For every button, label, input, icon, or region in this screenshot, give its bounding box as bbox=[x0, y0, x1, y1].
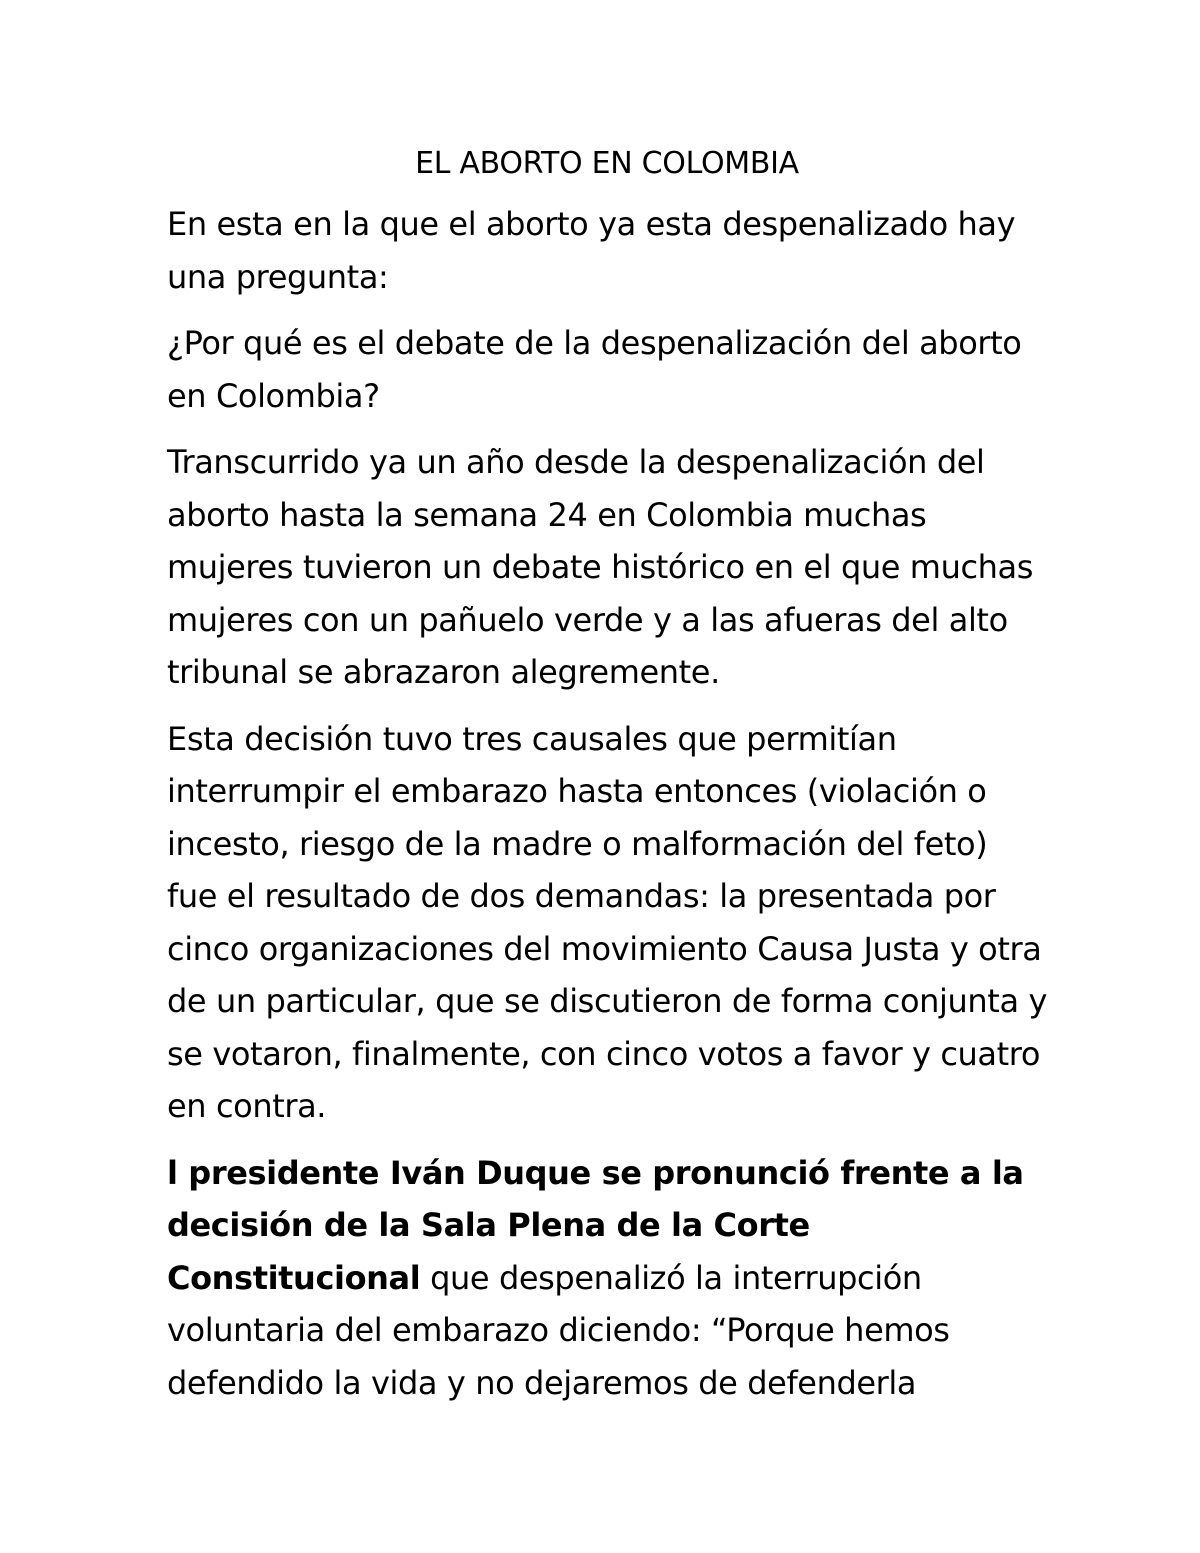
paragraph-1: En esta en la que el aborto ya esta despenalizado hay una pregunta: bbox=[167, 205, 1016, 296]
paragraph-4: Esta decisión tuvo tres causales que permitían interrumpir el embarazo hasta entonces (violación o incesto, riesgo de la madre o malformación del feto) fue el resultado de dos demandas: la presentada por cinco organizaciones del movimiento Causa Justa y otra de un particular, que se discutieron de forma conjunta y se votaron, finalmente, con cinco votos a favor y cuatro en contra. bbox=[167, 719, 1047, 1125]
document-title: EL ABORTO EN COLOMBIA bbox=[415, 146, 799, 181]
paragraph-2-question: ¿Por qué es el debate de la despenalización del aborto en Colombia? bbox=[167, 324, 1022, 415]
paragraph-5-text: que despenalizó la interrupción voluntaria del embarazo diciendo: “Porque hemos defendido la vida y no dejaremos de defenderla bbox=[167, 1258, 950, 1402]
document-body bbox=[167, 140, 1047, 1409]
paragraph-3: Transcurrido ya un año desde la despenalización del aborto hasta la semana 24 en Colombia muchas mujeres tuvieron un debate histórico en el que muchas mujeres con un pañuelo verde y a las afueras del alto tribunal se abrazaron alegremente. bbox=[167, 443, 1034, 691]
paragraph-5-bold-text: l presidente Iván Duque se pronunció frente a la decisión de la Sala Plena de la Corte Constitucional bbox=[167, 1153, 1024, 1297]
paragraph-5 bbox=[167, 1147, 1047, 1410]
